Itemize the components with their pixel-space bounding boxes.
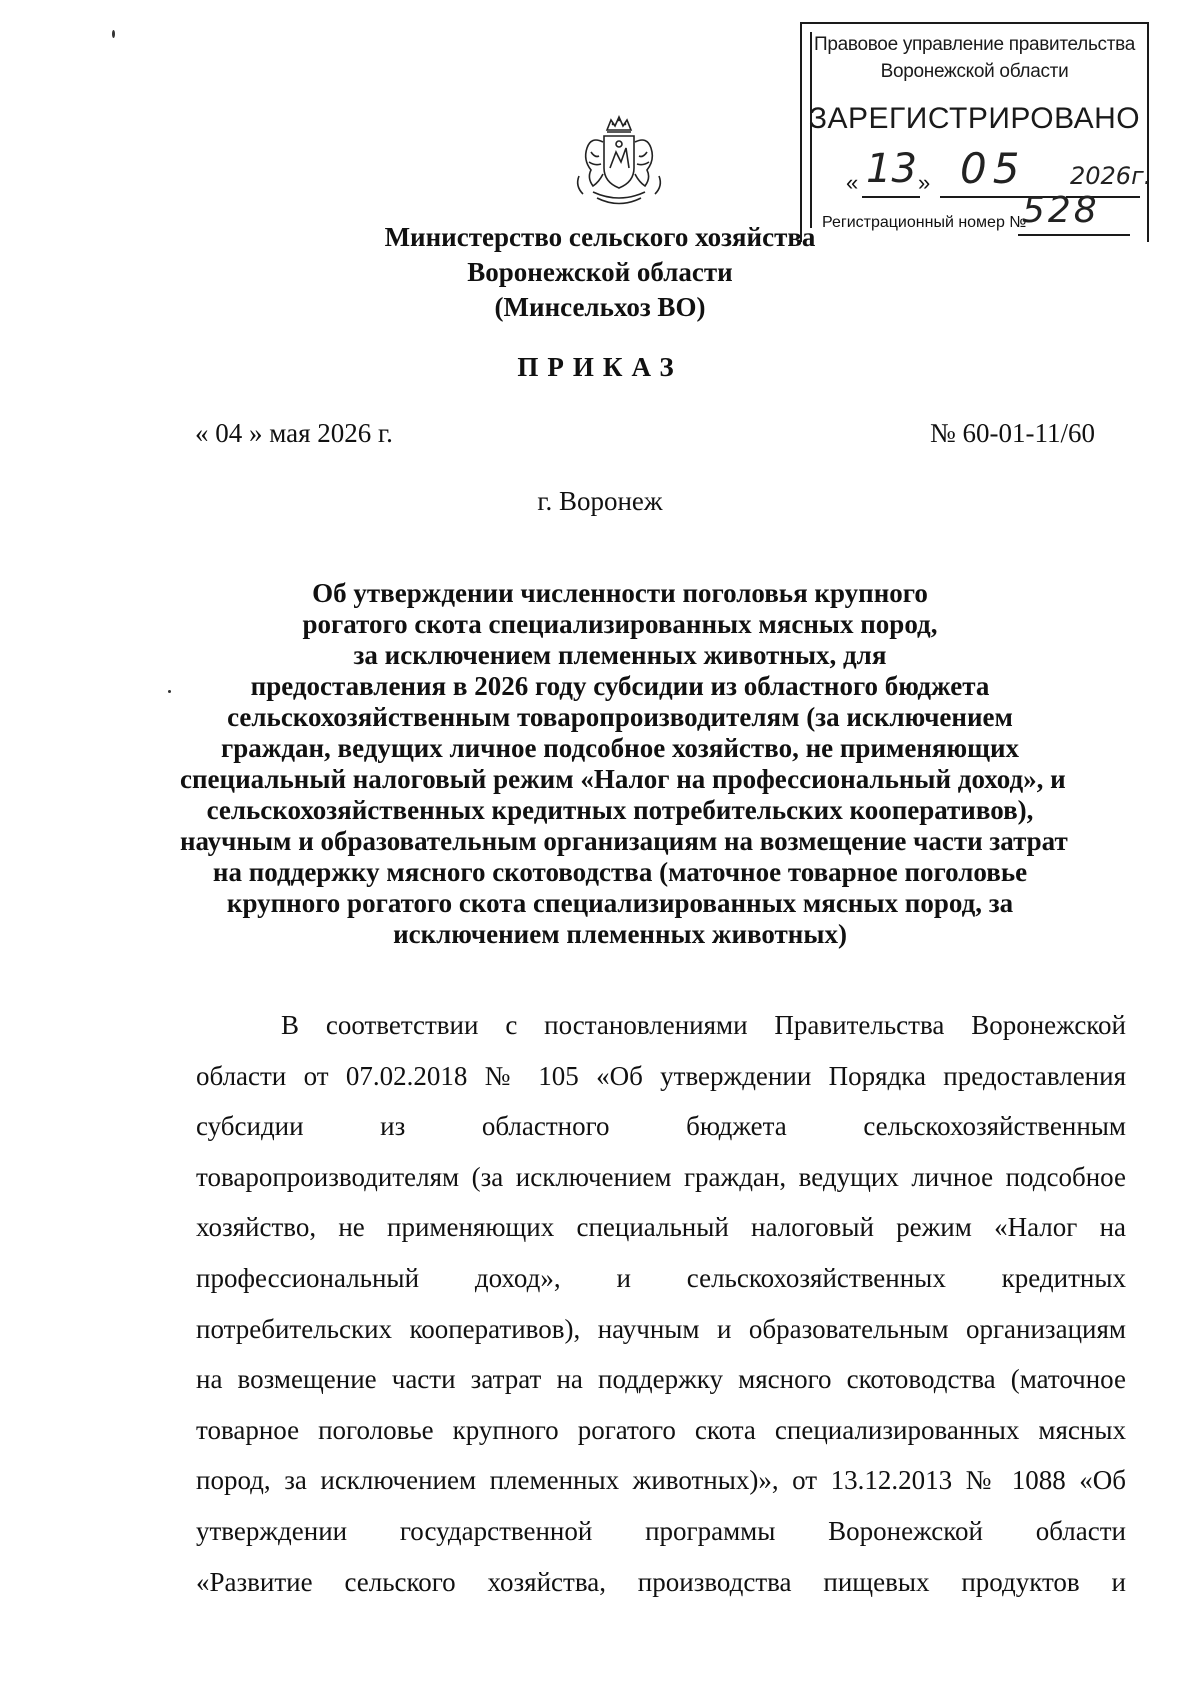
ministry-name bbox=[0, 220, 1200, 325]
body-line: пород, за исключением племенных животных)», от 13.12.2013 № 1088 «Об bbox=[196, 1465, 1126, 1496]
coat-of-arms-emblem bbox=[568, 112, 670, 212]
scan-speck bbox=[168, 690, 171, 693]
heading-line: за исключением племенных животных, для bbox=[353, 640, 887, 670]
ministry-line: Воронежской области bbox=[467, 257, 733, 287]
body-line: «Развитие сельского хозяйства, производства пищевых продуктов и bbox=[196, 1566, 1126, 1597]
body-line: на возмещение части затрат на поддержку мясного скотоводства (маточное bbox=[196, 1364, 1126, 1395]
stamp-authority-line: Правовое управление правительства bbox=[813, 34, 1135, 55]
stamp-close-quote: » bbox=[918, 170, 931, 195]
registration-stamp bbox=[800, 22, 1152, 242]
stamp-region-line: Воронежской области bbox=[880, 61, 1069, 82]
stamp-open-quote: « bbox=[846, 170, 859, 195]
heading-line: крупного рогатого скота специализированных мясных пород, за bbox=[226, 888, 1014, 918]
body-line: потребительских кооперативов), научным и образовательным организациям bbox=[196, 1313, 1126, 1344]
body-paragraph bbox=[196, 1000, 1126, 1607]
stamp-reg-number: 528 bbox=[1022, 190, 1100, 231]
body-line: субсидии из областного бюджета сельскохозяйственным bbox=[196, 1111, 1126, 1142]
body-line: утверждении государственной программы Воронежской области bbox=[196, 1515, 1126, 1546]
body-line: области от 07.02.2018 № 105 «Об утверждении Порядка предоставления bbox=[196, 1060, 1126, 1091]
order-heading bbox=[180, 578, 1068, 950]
heading-line: рогатого скота специализированных мясных пород, bbox=[302, 609, 938, 639]
heading-line: граждан, ведущих личное подсобное хозяйство, не применяющих bbox=[220, 733, 1020, 763]
body-line: хозяйство, не применяющих специальный налоговый режим «Налог на bbox=[196, 1212, 1126, 1243]
heading-line: исключением племенных животных) bbox=[393, 919, 847, 949]
heading-line: специальный налоговый режим «Налог на профессиональный доход», и bbox=[180, 764, 1066, 794]
heading-line: сельскохозяйственным товаропроизводителям (за исключением bbox=[227, 702, 1013, 732]
scan-speck bbox=[112, 30, 115, 38]
order-number: № 60-01-11/60 bbox=[930, 418, 1095, 448]
heading-line: предоставления в 2026 году субсидии из областного бюджета bbox=[250, 671, 990, 701]
heading-line: Об утверждении численности поголовья крупного bbox=[312, 578, 928, 608]
stamp-reg-label: Регистрационный номер № bbox=[822, 214, 1027, 231]
body-line: В соответствии с постановлениями Правительства Воронежской bbox=[281, 1010, 1126, 1040]
body-line: профессиональный доход», и сельскохозяйственных кредитных bbox=[196, 1262, 1126, 1293]
heading-line: на поддержку мясного скотоводства (маточное товарное поголовье bbox=[212, 857, 1028, 887]
body-line: товарное поголовье крупного рогатого скота специализированных мясных bbox=[196, 1414, 1126, 1445]
ministry-line: (Минсельхоз ВО) bbox=[494, 292, 706, 322]
stamp-year: 2026г. bbox=[1070, 162, 1152, 190]
heading-line: научным и образовательным организациям на возмещение части затрат bbox=[180, 826, 1068, 856]
document-type-title: ПРИКАЗ bbox=[517, 352, 683, 382]
stamp-day: 13 bbox=[866, 146, 917, 192]
body-line: товаропроизводителям (за исключением граждан, ведущих личное подсобное bbox=[196, 1161, 1126, 1192]
stamp-month: 05 bbox=[960, 144, 1026, 193]
ministry-line: Министерство сельского хозяйства bbox=[384, 222, 816, 252]
order-city: г. Воронеж bbox=[537, 486, 663, 516]
heading-line: сельскохозяйственных кредитных потребительских кооперативов), bbox=[206, 795, 1034, 825]
stamp-registered-title: ЗАРЕГИСТРИРОВАНО bbox=[808, 102, 1141, 135]
order-date: « 04 » мая 2026 г. bbox=[195, 418, 393, 448]
